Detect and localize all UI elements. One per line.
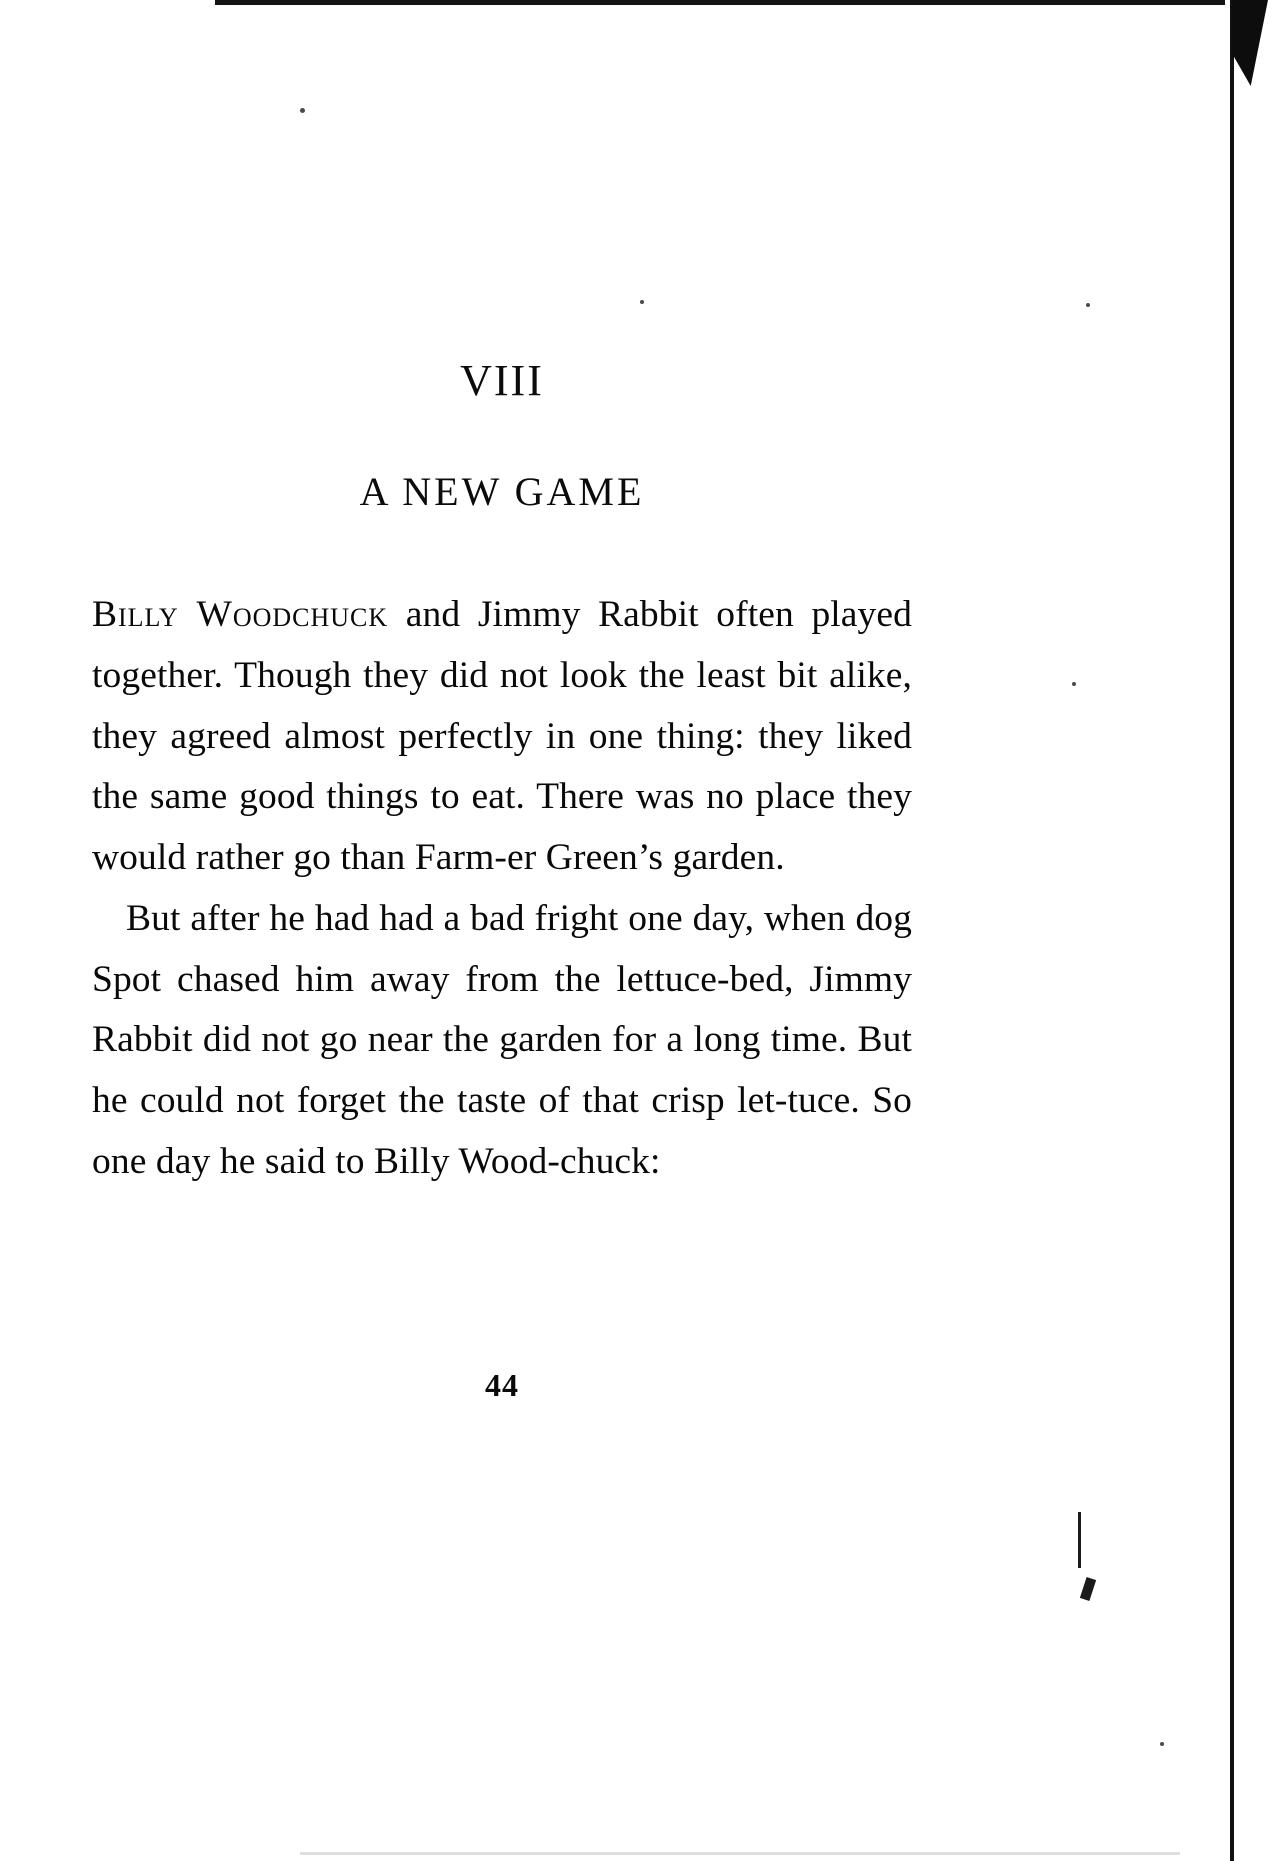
scan-speck <box>1072 682 1076 686</box>
paragraph-text: But after he had had a bad fright one day, when dog Spot chased him away from the lettuce-bed, Jimmy Rabbit did not go near the garden for a long time. But he could not forget the taste of that crisp let-tuce. So one day he said to Billy Wood-chuck: <box>92 897 912 1182</box>
scan-artifact-bottom-edge <box>300 1852 1180 1855</box>
scan-speck <box>1086 303 1090 307</box>
chapter-title: A NEW GAME <box>359 469 645 514</box>
scan-artifact-right-margin <box>1230 0 1288 1861</box>
chapter-number: VIII <box>460 356 544 405</box>
paragraph <box>92 585 912 889</box>
paragraph-text: and Jimmy Rabbit often played together. Though they did not look the least bit alike, they agreed almost perfectly in one thing: they liked the same good things to eat. There was no place they would rather go than Farm‑er Green’s garden. <box>92 594 912 878</box>
paragraph-lead-smallcaps: Billy Woodchuck <box>92 594 389 635</box>
scan-artifact-corner-fold <box>1232 0 1268 86</box>
scan-artifact-top-edge <box>215 0 1225 5</box>
scan-artifact-stray-mark <box>1080 1577 1096 1601</box>
page-text-block <box>92 355 912 1403</box>
page-number: 44 <box>485 1367 519 1403</box>
scan-speck <box>300 108 305 113</box>
scan-artifact-stray-mark <box>1078 1512 1081 1568</box>
paragraph <box>92 889 912 1193</box>
scan-speck <box>1160 1742 1164 1746</box>
scan-artifact-spine-line <box>1230 0 1234 1861</box>
scan-speck <box>640 300 644 304</box>
